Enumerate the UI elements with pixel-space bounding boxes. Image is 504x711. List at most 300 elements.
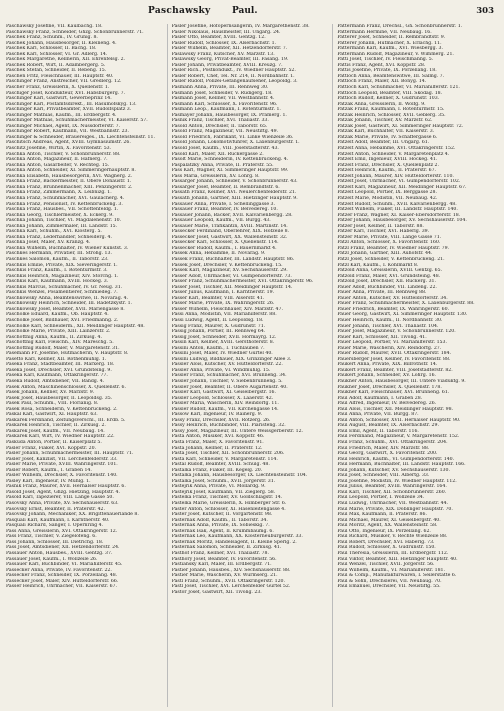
directory-entry: Paschitz Josefine, Wirtin, X. Favoritenstr. 53. — [6, 146, 112, 152]
directory-entry: Paul & Comp., Manufakturwaren, I. Seilerstätte 6. — [337, 573, 457, 579]
directory-entry: Paschkis Franz, Kaufm., I. Rotenturmstr. 3. — [6, 268, 108, 274]
directory-entry: Paul Adolf, Kaufmann, I. Graben 28. — [337, 395, 423, 401]
directory-entry: Pasold Josef, Kaufm., VIII. Josefstädterstr. 43. — [171, 146, 279, 152]
directory-entry: Paseka Josef, Drechsler, XVI. Grundsteing. 9. — [6, 367, 112, 373]
directory-entry: Paul Heinrich, Kaufm., VI. Gumpendorferstr. 140. — [337, 456, 455, 462]
directory-entry: Patti Josef, Tischler, IV. Fleischmanng. 5. — [337, 57, 434, 63]
directory-entry: Pascher Franz, Greisslerin, X. Quellenstr. 1. — [6, 85, 110, 91]
directory-entry: Pasquali Karl, Kaufmann, I. Kärntnerstr. 40. — [6, 517, 110, 523]
directory-entry: Pasler Josefine, Hofopernsängerin, IV. Margarethenstr. 38. — [171, 24, 310, 29]
directory-entry: Pasler Rudolf, Schlosser, IX. Alserbachstr. 1. — [171, 40, 277, 46]
directory-entry: Passer Marie, Private, IX. Währingerstr. 26. — [171, 301, 275, 307]
directory-entry: Passer Heinrich, Uhrmacher, VII. Kaiserstr. 67. — [6, 584, 117, 590]
directory-entry: Passauer Johann, Bäcker, XVII. Kalvarienbergg. 28. — [171, 212, 293, 218]
directory-entry: Paschinger Michael, Agent, IX. Nussdorferstr. 7. — [6, 123, 121, 129]
directory-entry: Pauer Adolf, Buchbinder, VII. Lindeng. 22. — [337, 284, 437, 290]
directory-entry: Patzer Marie, Private, VIII. Lange Gasse 71. — [337, 234, 442, 240]
directory-entry: Pattermann Franz, Drechsl., Gh. Schönbrunnerstr. 1. — [337, 24, 463, 29]
directory-entry: Pasternak Isak, Agent, II. Krummbaumg. 6. — [171, 528, 274, 534]
directory-entry: Paul Franz, Schuhm., XVI. Ottakringerstr. 204. — [337, 440, 448, 446]
directory-entry: Patzer Johann, Hausbesorger, XV. Sechshauserstr. 104. — [337, 218, 467, 224]
directory-entry: Patzak Marie, Private, IV. Schäffergasse 6. — [337, 134, 438, 140]
directory-entry: Paukert Anna, Private, XIX. Billrothstr. 14. — [337, 362, 438, 368]
directory-entry: Pastelka Marie, Greisslerin, X. Himberger Str. 6. — [171, 501, 287, 507]
directory-entry: Pasler Marie, Private, XVIII. Währingerstr. 101. — [6, 462, 118, 468]
directory-entry: Pascholke Eduard, Kaufm., Ob. Hauptstr. 4. — [6, 312, 109, 318]
directory-entry: Patzak Heinrich, Schlosser, XVII. Geblerg. 35. — [337, 112, 446, 118]
directory-entry: Paul Leopold, Portier, I. Wollzeile 34. — [337, 495, 425, 501]
directory-entry: Pasternak Leo, Kaufmann, XX. Klosterneuburgerstr. 33. — [171, 534, 303, 540]
directory-entry: Paschkowsky Anna, Beamtenswitwe, II. Novarag. 4. — [6, 295, 129, 301]
directory-entry: Patzl Franz, Beamter, IV. Wiedner Hauptstr. 79. — [337, 245, 450, 251]
directory-entry: Pasek Anton, Maschinenschlosser, X. Quellenstr. 6. — [6, 384, 126, 390]
directory-entry: Passig Johann, Portier, III. Rennweg 64. — [171, 329, 266, 335]
directory-entry: Patzer Karl, Tischler, XVI. Haberlg. 39. — [337, 229, 430, 235]
directory-entry: Paspalatzky Anna, Private, II. Praterstr. 55. — [171, 162, 274, 168]
directory-entry: Passath Johann, Gärtner, XIII. Hietzinger Hauptstr. 9. — [171, 195, 298, 201]
directory-entry: Pasta Franz, Maler, X. Favoritenstr. 91. — [171, 440, 264, 446]
directory-entry: Paschka Anton, Gasarbeiter, V. Rechteg. 15. — [6, 162, 110, 168]
directory-entry: Paslawsky Franz, Kutscher, XV. Märzstr. 13. — [171, 51, 275, 57]
directory-entry: Pastor Josef, Gastwirt, XII. Tivolig. 23. — [171, 589, 262, 595]
directory-entry: Pasold Friedrich, Fabrikant, VI. Linke Wienzeile 36. — [171, 134, 294, 140]
directory-entry: Pasler Josef, Kanzlist, VII. Lerchenfelderstr. 33. — [6, 456, 118, 462]
directory-entry: Paul & Sohn, Drechslerei, VII. Neubaug. 70. — [337, 578, 442, 584]
directory-entry: Paseka Franz, Stadtbeamter, III. Marxerg. 18. — [6, 362, 115, 368]
directory-entry: Pattloch Rudolf, Kellner, X. Gudrunstr. 103. — [337, 96, 440, 102]
directory-entry: Paschka Franz, Bäckermeister, II. Obere Donaustr. 1. — [6, 179, 132, 185]
directory-entry: Paschka Karl, Schuhm., XVI. Klosterg. 5. — [6, 229, 102, 235]
directory-entry: Passauer Leopold, Kaufm., VII. Burgg. 43. — [171, 218, 271, 224]
directory-entry: Passler Maria, Wäscherin, XIV. Reindorfg. 11. — [171, 401, 279, 407]
directory-entry: Patzold Franz, Maler, XVI. Grundsteing. 48. — [337, 273, 441, 279]
directory-entry: Paschkis Emilie, Private, XIX. Sieveringerstr. 1. — [6, 262, 118, 268]
directory-entry: Pasold Anton, Drechsler, II. Taborstr. 65. — [171, 123, 268, 129]
directory-entry: Pasolt Marie, Schneiderin, IV. Kettenbrückeng. 4. — [171, 157, 289, 163]
directory-entry: Passer Josef, Tischler, XII. Meidlinger Hauptstr. 14. — [171, 284, 293, 290]
directory-entry: Pauer Anna, Private, III. Rennweg 88. — [337, 290, 427, 296]
directory-entry: Passer Wilhelm, Fleischhauer, XIV. Märzstr. 47. — [171, 306, 283, 312]
directory-entry: Paul August, Beamter, IX. Alserbachstr. 29. — [337, 423, 439, 429]
directory-entry: Paukert Johann, Schneider, XV. Löhrg. 16. — [337, 373, 437, 379]
directory-entry: Patzelt Karl, Magazineur, XII. Meidlinger Hauptstr. 67. — [337, 184, 467, 190]
directory-entry: Pasovsky Ernst, Beamter, II. Praterstr. 42. — [6, 506, 105, 512]
directory-entry: Paschek Franz, Schuhm., IV. Grünig. 8. — [6, 35, 98, 41]
directory-entry: Paul Rudolf, Schlosser, X. Gudrunstr. 150. — [337, 545, 436, 551]
directory-column-1 — [6, 24, 168, 707]
directory-entry: Passler Leopold, Schlosser, X. Laaerstr. 42. — [171, 395, 274, 401]
directory-entry: Paschkes Salomon, Kaufm., II. Taborstr. 23. — [6, 256, 109, 262]
directory-entry: Pasold Karl, Tapezierer, VIII. Lange Gasse 50. — [6, 495, 114, 501]
directory-entry: Pasovsky Johann, Mechaniker, XX. Brigittenauerlände 8. — [6, 512, 139, 518]
directory-entry: Passek Franz, Buchhalter, III. Landstr. Hauptstr. 86. — [171, 256, 295, 262]
directory-entry: Patzer Josef, Kellner, II. Taborstr. 88. — [337, 223, 424, 229]
directory-entry: Paschek Karl, Schlosser, II. Bachg. 18. — [6, 46, 97, 52]
directory-entry: Pastl Josef, Tischler, XVI. Lerchenfelder Gürtel 52. — [171, 584, 291, 590]
directory-entry: Paul Theresia, Greisslerin, III. Erdbergstr. 112. — [337, 550, 449, 556]
directory-entry: Paschinger Karl, Gastwirt, Gewerbeprinz 14. — [6, 96, 112, 102]
directory-entry: Paschawsky Franz, Schneider, Ghzg. Schönbrunnerstr. 71. — [6, 29, 144, 35]
directory-entry: Patzak Josef, Gastwirt, XI. Simmeringer Hauptstr. 72. — [337, 123, 464, 129]
directory-entry: Pass Josef, Amtsdiener, XII. Hetzendorferstr. 24. — [6, 545, 120, 551]
directory-entry: Paschottnig Karl, Fleischh., XIV. Mareschg. 5. — [6, 340, 114, 346]
directory-entry: Patzelt Franz, Drechsler, X. Quellenplatz 2. — [337, 162, 439, 168]
directory-entry: Pauer Rudolf, Maurer, XVII. Ottakringerstr. 184. — [337, 351, 452, 357]
directory-entry: Pasold Karl, Maler, XII. Ruckergasse 2. — [171, 151, 264, 157]
directory-entry: Paschka Anton, Magazineur, II. Hafnerg. 7. — [6, 157, 108, 163]
directory-entry: Paschka Elisabeth, Hausbesorgerin, XVI. Wagnerg. 2. — [6, 173, 133, 179]
directory-entry: Pattermann Rudolf, Magazineur, V. Wimmerg. 21. — [337, 51, 454, 57]
directory-entry: Patzelt Anna, Hebamme, XVI. Ottakringerstr. 152. — [337, 146, 456, 152]
directory-entry: Paschinger Franz, Anstreicher, VII. Gredlerg. 12. — [6, 79, 122, 85]
directory-entry: Paul Friedrich, Maler, XIV. Märzstr. 88. — [337, 445, 430, 451]
directory-entry: Passecker Ferdinand, Oberlehrer, XIX. Hofzeile 8. — [171, 229, 290, 235]
directory-entry: Pattis Josefine, Private, IX. Porzellang. 18. — [337, 68, 437, 74]
directory-entry: Pasternak Anna, Private, IX. Sobieskig. 7. — [171, 523, 270, 529]
directory-entry: Paster Anton, Schlosser, XI. Hasenleitengasse 4. — [171, 506, 286, 512]
directory-entry: Paschkis Karl, Kaufmann, XVIII. Hockeg. 3. — [6, 279, 109, 285]
directory-entry: Pauer Heinrich, Kaufm., II. Nordbahnstr. 30. — [337, 317, 443, 323]
directory-entry: Paschka Wilhelm, Buchhalter, IV. Wiener Kunstst. 3. — [6, 245, 129, 251]
directory-entry: Passini Josef, Maler, IV. Wiedner Gürtel 40. — [171, 351, 273, 357]
directory-entry: Pattloch Anna, Beamtenswitwe, III. Salmg. 7. — [337, 73, 445, 79]
directory-entry: Pasthory Josef, Beamter, IV. Favoritenstr. 56. — [171, 556, 277, 562]
directory-entry: Pasmann Josef, Schneider, V. Rüdigerg. 18. — [171, 90, 273, 96]
directory-entry: Passecker Franz, Schneider, IX. Porzellang. 48. — [6, 573, 118, 579]
directory-entry: Passer Adolf, Uhrmacher, VI. Gumpendorferstr. 73. — [171, 273, 292, 279]
directory-entry: Pasta Karl, Schneider, V. Margaretenstr. 114. — [171, 456, 278, 462]
directory-entry: Pasnik Franz, Tischler, XVI. Thaliastr. 33. — [171, 118, 269, 124]
directory-entry: Paseka Karl, Kaufmann, Ottakringerstr. 77. — [6, 373, 108, 379]
directory-entry: Pasler Franz, Fiaker, XVI. Koppstr. 20. — [6, 445, 97, 451]
directory-entry: Pasquali Richard, Sänger, I. Opernring 4. — [6, 523, 104, 529]
directory-entry: Paskarek Karl, Wirt, IV. Wiedner Hauptstr. 22. — [6, 434, 115, 440]
directory-entry: Paul Ferdinand, Magazineur, V. Margaretenstr. 152. — [337, 434, 460, 440]
directory-entry: Paschinger Karl, Privatbeamter, XVII. Rudolfsplatz 3. — [6, 107, 132, 113]
directory-entry: Pauer Johann, Tischler, XVI. Thaliastr. 104. — [337, 323, 439, 329]
directory-entry: Passauer Marie, Trafikantin, XVIII. Martinstr. 14. — [171, 223, 288, 229]
directory-entry: Paul Viktor, Beamter, XIII. Hietzinger Hauptstr. 40. — [337, 556, 458, 562]
directory-entry: Pastier Johann, Hausbes., XIV. Sechshauserstr. 88. — [171, 567, 291, 573]
directory-entry: Pass Karl, Wagner, XI. Simmeringer Hauptstr. 99. — [171, 168, 289, 174]
directory-entry: Pastejrik Josef, Kaufmann, VII. Zieglerg. 58. — [171, 489, 276, 495]
directory-entry: Pasmayer Johann, Hausbesorger, IX. Pramerg. 1. — [171, 112, 287, 118]
directory-entry: Pass Maria, Greisslerin, XV. Löhrg. 8. — [171, 173, 260, 179]
directory-column-2 — [172, 24, 334, 707]
directory-entry: Passi Anna, Modistin, VII. Mariahilferstr. 88. — [171, 312, 277, 318]
directory-entry: Paul Marie, Private, XIX. Döblinger Hauptstr. 70. — [337, 506, 453, 512]
directory-entry: Patzelt Marie, Modistin, VII. Neubaug. 42. — [337, 195, 438, 201]
directory-entry: Paul Hermann, Buchhalter, III. Landstr. Hauptstr. 166. — [337, 462, 466, 468]
directory-entry: Pasek Rosa, Schneiderin, V. Kettenbrückeng. 2. — [6, 406, 118, 412]
directory-entry: Pastalka Johann, Hausbesorger, IX. Liechtensteinstr. 104. — [171, 473, 308, 479]
directory-entry: Pasler Nikolaus, Hausmeister, III. Ungarg. 24. — [171, 29, 281, 35]
directory-entry: Passig Franz, Maurer, X. Gudrunstr. 71. — [171, 323, 266, 329]
directory-entry: Patzl Josef, Schneider, V. Kettenbrückeng. 21. — [337, 256, 445, 262]
directory-entry: Pasley Karl, Ingenieur, IV. Mühlg. 1. — [6, 478, 91, 484]
directory-entry: Paul Georg, Gastwirt, X. Favoritenstr. 200. — [337, 451, 438, 457]
directory-entry: Pasek Johann, Kellner, XV. Märzstr. 9. — [6, 390, 95, 396]
directory-entry: Paschek Margarethe, Kellnerin, XII. Ehrenfelsg. 2. — [6, 57, 126, 63]
directory-entry: Paschka Franz, Hausbes., VII. Schottenfeldg. 1. — [6, 207, 119, 213]
directory-entry: Pasler Otto, Beamter, XVIII. Gentzg. 12. — [171, 35, 266, 41]
directory-entry: Patzl Karl, Kaufm., I. Kohlmarkt 8. — [337, 262, 419, 268]
directory-entry: Paul Wenzel, Tischler, XVII. Jörgerstr. 56. — [337, 562, 435, 568]
directory-entry: Paschka Franz, Schuhmacher, XVI. Gaulacherg. 4. — [6, 195, 125, 201]
directory-entry: Paul Anton, Schlosser, XVII. Hernalser Hauptstr. 90. — [337, 417, 461, 423]
directory-entry: Patzelt Heinrich, Kaufm., II. Praterstr. 67. — [337, 168, 437, 174]
directory-entry: Passi Ludwig, Agent, II. Leopoldsg. 18. — [171, 317, 264, 323]
directory-entry: Paschka Franz, Lederhändler, Schneiderg. 4. — [6, 234, 112, 240]
directory-entry: Pasmann Josef, Kellner, VII. Westbahnstr. 4. — [171, 96, 275, 102]
directory-entry: Paschinger Robert, Kaufmann, VII. Westbahnstr. 23. — [6, 129, 129, 135]
directory-entry: Pascholke Marie, Private, XIII. Lainzerstr. 2. — [6, 329, 111, 335]
directory-entry: Paul Julius, Beamter, XVIII. Währingerstr. 164. — [337, 484, 447, 490]
directory-entry: Patzak Franz, Kaufmann, I. Rotenturmstr. 15. — [337, 107, 445, 113]
directory-entry: Pauer Franz, Schuhmachermeister, X. Laxenburgerstr. 88. — [337, 301, 475, 307]
directory-entry: Pasler Wilhelm, Drechsler, X. Favoritenstr. 140. — [6, 473, 118, 479]
directory-entry: Pattermann Karl, Kaufm., XVI. Wiesbergg. 3. — [337, 46, 443, 52]
directory-entry: Passek Anna, Hebamme, II. Novarag. 9. — [171, 251, 266, 257]
directory-entry: Pasold Franz, Magazineur, VII. Neustiftg. 49. — [171, 129, 278, 135]
directory-entry: Paukner Josef, Drechsler, X. Quellenstr. 178. — [337, 384, 442, 390]
directory-entry: Pastejrik Anna, Private, VI. Mollardg. 9. — [171, 484, 266, 490]
directory-entry: Patzl Johann, Gärtner, XIII. Auhofstr. 44. — [337, 251, 433, 257]
directory-entry: Passy Franz, Drechsler, XVII. Rötzerg. 26. — [171, 417, 271, 423]
directory-entry: Passler Rudolf, Kaufm., VII. Kirchengasse 14. — [171, 406, 279, 412]
directory-entry: Passauer Josef, Kaufm., I. Wollzeile 26. — [6, 556, 98, 562]
directory-entry: Pass Johann, Schlosser, III. Dietrichg. 18. — [6, 539, 104, 545]
directory-entry: Patzelt Josef, Uhrmacher, VI. Gumpendorferstr. 102. — [337, 179, 461, 185]
directory-entry: Pasek Josef, Hausbesorger, II. Leopoldsg. 35. — [6, 395, 113, 401]
directory-entry: Paskarek Heinrich, Tischler, II. Zirkusg. 2. — [6, 423, 106, 429]
directory-entry: Paul Michael, Maurer, XI. Geiselbergstr. 40. — [337, 517, 441, 523]
directory-entry: Pattis Franz, Agent, XVI. Koppstr. 28. — [337, 62, 426, 68]
directory-entry: Pasler Robert, Chef, Tel. Nr. 214, II. Nordbahnstr. 1. — [171, 73, 295, 79]
directory-entry: Paukert Franz, Beamter, VIII. Josefstädterstr. 82. — [337, 367, 453, 373]
directory-entry: Pastelka Franz, Tischler, XV. Goldschlagstr. 14. — [171, 495, 283, 501]
directory-entry: Pauer Anton, Kutscher, XV. Hütteldorferstr. 34. — [337, 295, 448, 301]
page-number: 303 — [476, 6, 494, 16]
directory-entry: Passig Josef, Schneider, XVII. Hormayrg. 12. — [171, 334, 277, 340]
directory-entry: Paschka Johann, Zimmermaler, III. Landstr. 15. — [6, 223, 118, 229]
directory-entry: Passarger Josef, Beamter, II. Rembrandtstr. 6. — [171, 184, 280, 190]
directory-entry: Pauersberger Josef, Kellner, IV. Favoritenstr. 88. — [337, 356, 451, 362]
directory-entry: Pasler Robert, Kaufm., I. Graben 14. — [6, 467, 92, 473]
directory-entry: Passath Franz, Kellner, XVI. Neulerchenfelderstr. 21. — [171, 190, 297, 196]
directory-entry: Paschinger Karl, Postamtsdirekt., III. Rasumofskyg. 13. — [6, 101, 137, 107]
directory-entry: Paul Robert, Drechsler, XVI. Haberlg. 73. — [337, 539, 435, 545]
directory-entry: Paul Richard, Musiker, V. Rechte Wienzeile 88. — [337, 534, 448, 540]
directory-entry: Passecker Anna, Private, IV. Favoritenstr. 22. — [6, 567, 112, 573]
directory-entry: Passini Anton, Kaufm., I. Tuchlauben 7. — [171, 345, 265, 351]
directory-entry: Pascholke Josef, Bildhauer, XVI. Friedmanng. 2. — [6, 317, 119, 323]
directory-entry: Paul Johann, Kutscher, XV. Sechshauserstr. 130. — [337, 467, 450, 473]
directory-entry: Pasmann Anna, Private, III. Rennweg 30. — [171, 85, 269, 91]
directory-entry: Patterer Josef, Schneider, II. Rembrandtstr. 9. — [337, 35, 446, 41]
directory-entry: Paschek Johann, Hausbesorger, II. Kleineng. 4. — [6, 40, 117, 46]
directory-entry: Pasthof Franz, Kellner, XVI. Thaliastr. 78. — [171, 550, 269, 556]
directory-entry: Pasternak Moritz, Handelsagent, II. Kleine Sperlg. 2. — [171, 539, 297, 545]
directory-entry: Pasnik Franz, Maurer, XVII. Hernalser Hauptstr. 6. — [6, 484, 126, 490]
directory-entry: Pasmann Leop., Kaufmann, I. Rotenturmstr. 1. — [171, 107, 281, 113]
directory-entry: Paschinger Mathias, Schuhmachermeister, VI. Kaiserstr. 57. — [6, 118, 148, 124]
directory-entry: Pattermann Hermine, VII. Neubaug. 16. — [337, 29, 432, 35]
directory-entry: Pasemann Fr. Josefine, Hutmacherin, V. Hauptstr. 8. — [6, 351, 129, 357]
directory-entry: Pasler Johann, Privatbeamter, XVIII. Kreuzg. 7. — [171, 62, 283, 68]
directory-entry: Paschinger & Schneider, Brauereiges., IX. Liechtensteinstr. 11. — [6, 134, 155, 140]
directory-entry: Pastl Franz, Schuhm., XVII. Ottakringerstr. 120. — [171, 578, 285, 584]
directory-entry: Patzelt Wilhelm, Fiaker, III. Landstr. Hauptstr. 140. — [337, 207, 458, 213]
directory-entry: Paul Josefine, Modistin, IV. Wiedner Hauptstr. 112. — [337, 478, 457, 484]
directory-entry: Pattloch Leopold, Beamter, VIII. Skodag. 18. — [337, 90, 443, 96]
directory-entry: Pastier Marie, Wäscherin, XV. Wurmserg. 21. — [171, 573, 278, 579]
directory-entry: Paschkis Marcus, Schuhmacher, IV. Gr. Neug. 31. — [6, 284, 123, 290]
directory-entry: Patzold Anna, Greisslerin, XVIII. Gentzg. 65. — [337, 268, 443, 274]
directory-entry: Passauer Anna, Private, I. Schellinggasse 3. — [171, 201, 275, 207]
directory-entry: Pasold Johann, Lokomotivführer, X. Laxenburgerstr. 1. — [171, 140, 300, 146]
directory-entry: Pasek Paul, Schuhm., VIII. Florianig. 8. — [6, 401, 99, 407]
directory-entry: Passow Karl, Ingenieur, IV. Rainerg. 9. — [171, 412, 263, 418]
directory-entry: Paul Otto, Ingenieur, IX. Porzellang. 62. — [337, 528, 431, 534]
directory-entry: Paschkes Hermann, Privatier, III. Strohg. 13. — [6, 251, 112, 257]
directory-entry: Pasternak Salomon, Schneider, II. Zirkusg. 41. — [171, 545, 282, 551]
directory-entry: Paul Alois, Tischler, XII. Meidlinger Hauptstr. 98. — [337, 406, 454, 412]
directory-entry: Paukner Karl, Fleischhauer, XVI. Brunneng. 61. — [337, 390, 450, 396]
directory-entry: Paskarek Josef, Kaufm., VII. Neubaug. 14. — [6, 428, 105, 434]
directory-entry: Passy Heinrich, Buchbinder, VIII. Piaristeng. 32. — [171, 423, 286, 429]
directory-entry: Passler Josef, Beamter, II. Obere Augartenstr. 40. — [171, 384, 288, 390]
directory-entry: Passauer Anton, Hausbes., XVIII. Gentzg. 37. — [6, 550, 113, 556]
directory-entry: Passer Julius, Kaufmann, I. Kärntnerstr. 19. — [171, 290, 275, 296]
directory-entry: Passler Franz, Schuhmacher, XVI. Brunneng. 34. — [171, 373, 287, 379]
directory-entry: Passarger Johann, Schneider, V. Schönbrunnerstr. 43. — [171, 179, 298, 185]
directory-entry: Pasetto Karl, Kellner, XII. Rothenmühlg. 1. — [6, 356, 107, 362]
directory-entry: Patzelt Johann, Maurer, XIV. Hütteldorferstr. 110. — [337, 173, 454, 179]
directory-entry: Patzold Josef, Drechsler, XII. Ruckerg. 31. — [337, 279, 436, 285]
directory-entry: Passin Karl, Kellner, XVIII. Gersthoferstr. 8. — [171, 340, 275, 346]
directory-entry: Paskal Karl, Gastwirt, XI. Hauptstr. 63. — [6, 412, 98, 418]
directory-entry: Paschiger Josef, Kondukteur, XVI. Habsburgerg. 7. — [6, 90, 126, 96]
directory-entry: Passecker Rudolf, Kaufm., I. Bauernmarkt 4. — [171, 245, 277, 251]
directory-entry: Paschkis Heinrich, Magazineur, XIV. Storchg. 1. — [6, 273, 119, 279]
directory-entry: Passler Johann, Tischler, V. Siebenbrunneng. 5. — [171, 379, 283, 384]
directory-entry: Pasold Josef, Agent, Ghzg. Hietzing, Hauptstr. 4. — [6, 489, 120, 495]
directory-entry: Paul Wilhelm, Kaufm., VI. Mariahilferstr. 181. — [337, 567, 445, 573]
directory-entry: Pasler Johann, Schuhmachermeister, III. Hauptstr. 71. — [6, 451, 134, 457]
directory-entry: Pauer Josef, Magazineur, V. Schönbrunnerstr. 120. — [337, 329, 456, 335]
directory-entry: Paschka Franz, Zimmermann, X. Leibnizg. 1. — [6, 190, 112, 196]
directory-entry: Paschinger Mathias, Kaufm., III. Erdbergstr. 4. — [6, 112, 117, 118]
directory-entry: Paseka Rudolf, Amtsdiener, VII. Bandg. 4. — [6, 379, 105, 384]
directory-entry: Paster Josef, Kutscher, II. Vorgartenstr. 98. — [171, 512, 273, 518]
directory-entry: Patzelt Anton, Schneider, V. Margaretenplatz 4. — [337, 151, 450, 157]
directory-entry: Paschka Georg, Tischlermeister, X. Eckerg. 9. — [6, 212, 114, 218]
directory-entry: Pasmann Karl, Schlosser, X. Favoritenstr. 96. — [171, 101, 278, 107]
directory-entry: Passini Ludwig, Bildhauer, XIX. Grinzinger Allee 3. — [171, 356, 292, 362]
directory-entry: Paschka Josef, Maler, XV. Kranzg. 4. — [6, 240, 91, 246]
directory-entry: Paul Karl, Tischler, XII. Schönbrunnerstr. 260. — [337, 489, 447, 495]
directory-entry: Pauer Marie, Wäscherin, XIV. Reindorfg. 27. — [337, 345, 442, 351]
directory-entry: Paschek Stefan, Schneider, II. Rebeng. 15. — [6, 68, 107, 74]
directory-entry: Pastalka Franz, Fiaker, III. Kegelg. 20. — [171, 467, 263, 473]
directory-entry: Paschek Robert, Wirt, II. Adambergerg. 5. — [6, 62, 106, 68]
directory-entry: Passek Karl, Magazineur, XV. Sechshauserstr. 29. — [171, 268, 288, 274]
directory-entry: Patzak Johann, Tischler, XV. Märzstr. 62. — [337, 118, 433, 124]
directory-entry: Paschkis Wenzel, Posamentierer, Schmiedeg. 7. — [6, 290, 118, 296]
directory-entry: Passler Karl, Gastwirt, XI. Geiselbergstr. 16. — [171, 390, 276, 396]
directory-entry: Pasta Josef, Tischler, XII. Schönbrunnerstr. 206. — [171, 451, 285, 457]
directory-entry: Paskuda Anton, Portier, II. Kaiserplatz 5. — [6, 440, 102, 446]
directory-entry: Paul Alfred, Ingenieur, IV. Belvedereg. 26. — [337, 401, 437, 407]
directory-entry: Pasta Johann, Kellner, II. Praterstr. 12. — [171, 445, 263, 451]
directory-entry: Patzelt Leopold, Portier, IX. Berggasse 28. — [337, 190, 437, 196]
directory-entry: Paslawsky Georg, Privat-Beamter, III. Fasang. 19. — [171, 57, 289, 63]
directory-entry: Pauer Friedrich, Beamter, IX. Währingerstr. 60. — [337, 306, 450, 312]
directory-entry: Passler Anna, Private, VI. Windmühlg. 15. — [171, 367, 271, 373]
directory-entry: Pass Anna, Greisslerin, XVI. Ottakringerstr. 12. — [6, 528, 118, 534]
directory-column-3 — [337, 24, 498, 707]
directory-entry: Patzak Anna, Greisslerin, II. Wolfg. 9. — [337, 101, 426, 107]
directory-entry: Pastal Rudolf, Beamter, XVIII. Schulg. 48. — [171, 462, 270, 468]
directory-entry: Paschka Franz, Pensionist, IV. Kettenbrückeng. 3. — [6, 201, 123, 207]
directory-entry: Pasler Rudolf, Polizei-Gefangenaufseher, Leopoldg. 3. — [171, 79, 298, 85]
directory-entry: Patzelt Adolf, Beamter, III. Ungarg. 61. — [337, 140, 430, 146]
directory-entry: Paul Moritz, Agent, XX. Wallensteinstr. 58. — [337, 523, 438, 529]
directory-entry: Pasternak Adolf, Kaufm., II. Taborstr. 34. — [171, 517, 268, 523]
directory-entry: Patzelt Rudolf, Schuhm., XVII. Kalvarienbergg. 48. — [337, 201, 457, 207]
directory-entry: Paul Emanuel, Drechsler, VII. Neustiftg. 55. — [337, 584, 441, 590]
directory-entry: Pastiansky Karl, Maler, III. Erdbergstr. 71. — [171, 562, 272, 568]
directory-entry: Paukner Anton, Hausbesorger, III. Untere Viaduktg. 9. — [337, 379, 466, 384]
page-header — [10, 6, 494, 20]
directory-entry: Pauer Leopold, Portier, VI. Mariahilferstr. 153. — [337, 340, 447, 346]
directory-entry: Passauer Franz, Beamter, IV. Belvedereg. 10. — [171, 207, 278, 213]
directory-entry: Passecker Josef, Maler, XIV. Hütteldorferstr. 66. — [6, 578, 119, 584]
directory-entry: Paul Anna, Private, VII. Burgg. 87. — [337, 412, 419, 418]
directory-entry: Passek Josef, Drechsler, V. Kettenbrückeng. 15. — [171, 262, 283, 268]
directory-entry: Paul Emil, Agent, II. Taborstr. 116. — [337, 428, 419, 434]
directory-entry: Passy Josef, Magazineur, III. Untere Weissgerberstr. 12. — [171, 428, 304, 434]
directory-entry: Pasovsky Anna, Private, XV. Sechshauserstr. 63. — [6, 501, 119, 507]
directory-entry: Paschek Karl, Schlosser, VI. Gr. Adlerg. 14. — [6, 51, 108, 57]
directory-entry: Passecker Josef, Gastwirt, XX. Wallensteinstr. 32. — [171, 234, 288, 240]
directory-entry: Passer Karl, Beamter, VIII. Alserstr. 41. — [171, 295, 265, 301]
directory-entry: Passauer Karl, Buchbinder, VI. Mariahilferstr. 45. — [6, 562, 123, 568]
directory-entry: Pastalka Josef, Schuhm., XVII. Jörgerstr. 31. — [171, 478, 276, 484]
running-head-first-name: Paschawsky — [148, 6, 211, 16]
directory-entry: Paschkowsky Heinrich, Schneider, III. Radetzkystr. 1. — [6, 301, 132, 307]
directory-entry: Patzak Karl, Buchhalter, VII. Kaiserstr. 3. — [337, 129, 435, 135]
directory-entry: Patzl Anton, Schlosser, X. Favoritenstr. 160. — [337, 240, 441, 246]
directory-entry: Pass Franz, Tischler, V. Ziegelofeng. 6. — [6, 534, 97, 540]
directory-entry: Pasta Anton, Musiker, XVI. Koppstr. 46. — [171, 434, 265, 440]
directory-entry: Paschkowsky Josef, Beamter, XVII. Mariengasse 8. — [6, 306, 125, 312]
directory-entry: Paschottnig Anna, Kaufm., II. Zirkusg. 4. — [6, 334, 102, 340]
directory-entry: Pattloch Karl, Schuhmacher, VI. Mariahilferstr. 121. — [337, 85, 460, 91]
directory-entry: Paskarek Ferdinand, Zeitungsverschl., III. Erdb. 5. — [6, 417, 126, 423]
directory-entry: Patzelt Emil, Ingenieur, XVIII. Hockeg. 41. — [337, 157, 438, 163]
directory-entry: Paschitsch Andreas, Agent, XVIII. Gymnasiumstr. 26. — [6, 140, 131, 146]
directory-entry: Paschottnig Rudolf, Maler, V. Margaretenstr. 31. — [6, 345, 120, 351]
directory-entry: Paschka Anton, Schneider, XI. Simmeringerhauptstr. 8. — [6, 168, 136, 174]
directory-entry: Patterer Johann, Hutmacher, X. Erlachg. 11. — [337, 40, 442, 46]
directory-entry: Paul Ludwig, Uhrmacher, VII. Westbahnstr. 44. — [337, 501, 449, 507]
directory-entry: Pasler Wilhelm, Beamter, XII. Hetzendorferstr. 7. — [171, 46, 288, 52]
directory-columns — [6, 24, 498, 707]
directory-entry: Pasler Rich., Postkondukt., IV. Wiedner Hauptstr. 52. — [171, 68, 296, 74]
directory-entry: Paschen Fritz, Fleischhauer, III. Hauptstr. 40. — [6, 73, 114, 79]
